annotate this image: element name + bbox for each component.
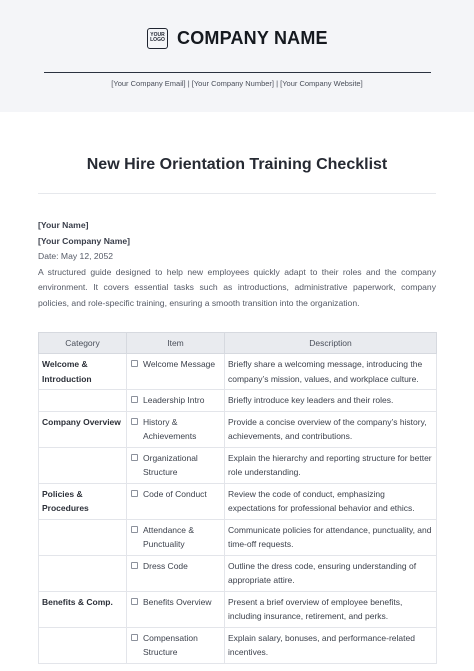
row-item-label: History & Achievements <box>143 416 197 441</box>
document-title: New Hire Orientation Training Checklist <box>86 156 388 173</box>
table-row <box>39 483 437 519</box>
document-description: A structured guide designed to help new employees quickly adapt to their roles and the company environment. It covers essential tasks such as introductions, administrative paperwork, company policies, and role-specific training, ensuring a smooth transition into the organization. <box>38 266 436 308</box>
column-header-description: Description <box>225 333 437 354</box>
row-item-label: Compensation Structure <box>143 632 198 657</box>
checkbox-icon[interactable] <box>131 490 138 497</box>
checkbox-icon[interactable] <box>131 396 138 403</box>
row-description: Outline the dress code, ensuring understanding of appropriate attire. <box>225 555 437 591</box>
title-divider <box>38 193 436 194</box>
row-category: Benefits & Comp. <box>39 591 127 627</box>
row-item <box>127 591 225 627</box>
row-item-label: Attendance & Punctuality <box>143 524 195 549</box>
row-item <box>127 447 225 483</box>
logo-row <box>147 26 328 50</box>
header-divider <box>44 72 431 73</box>
row-item <box>127 627 225 663</box>
column-header-item: Item <box>127 333 225 354</box>
checkbox-icon[interactable] <box>131 418 138 425</box>
row-item <box>127 519 225 555</box>
company-logo <box>147 28 168 49</box>
checkbox-icon[interactable] <box>131 634 138 641</box>
row-category <box>39 627 127 663</box>
row-category: Policies & Procedures <box>39 483 127 519</box>
checkbox-icon[interactable] <box>131 360 138 367</box>
your-company-name: [Your Company Name] <box>38 235 130 246</box>
your-name: [Your Name] <box>38 220 89 230</box>
row-item <box>127 354 225 390</box>
row-description: Communicate policies for attendance, punctuality, and time-off requests. <box>225 519 437 555</box>
column-header-category: Category <box>39 333 127 354</box>
checklist-table <box>38 332 437 664</box>
row-description: Explain the hierarchy and reporting structure for better role understanding. <box>225 447 437 483</box>
table-row <box>39 390 437 412</box>
row-category <box>39 447 127 483</box>
row-item <box>127 483 225 519</box>
row-item <box>127 390 225 412</box>
row-description: Explain salary, bonuses, and performance-related incentives. <box>225 627 437 663</box>
row-description: Present a brief overview of employee benefits, including insurance, retirement, and perks. <box>225 591 437 627</box>
row-item <box>127 411 225 447</box>
row-item-label: Benefits Overview <box>143 596 212 607</box>
document-info <box>38 218 436 311</box>
table-row <box>39 519 437 555</box>
checkbox-icon[interactable] <box>131 598 138 605</box>
document-date: Date: May 12, 2052 <box>38 251 114 261</box>
table-row <box>39 411 437 447</box>
row-description: Provide a concise overview of the company’s history, achievements, and contributions. <box>225 411 437 447</box>
row-item-label: Dress Code <box>143 560 188 571</box>
row-description: Briefly share a welcoming message, introducing the company’s mission, values, and workplace culture. <box>225 354 437 390</box>
company-contact-line: [Your Company Email] | [Your Company Number] | [Your Company Website] <box>111 79 363 88</box>
row-category <box>39 519 127 555</box>
row-category: Company Overview <box>39 411 127 447</box>
company-name: COMPANY NAME <box>177 27 328 48</box>
checkbox-icon[interactable] <box>131 562 138 569</box>
row-item-label: Leadership Intro <box>143 395 205 405</box>
row-category: Welcome & Introduction <box>39 354 127 390</box>
checkbox-icon[interactable] <box>131 526 138 533</box>
document-header <box>0 0 474 112</box>
table-row <box>39 591 437 627</box>
row-category <box>39 555 127 591</box>
row-description: Review the code of conduct, emphasizing expectations for professional behavior and ethics. <box>225 483 437 519</box>
logo-text-line2: LOGO <box>150 37 165 43</box>
table-row <box>39 627 437 663</box>
table-row <box>39 555 437 591</box>
row-item <box>127 555 225 591</box>
row-item-label: Welcome Message <box>143 359 216 369</box>
row-category <box>39 390 127 412</box>
row-item-label: Organizational Structure <box>143 452 198 477</box>
checkbox-icon[interactable] <box>131 454 138 461</box>
table-header-row <box>39 333 437 354</box>
logo-text-line1: YOUR <box>150 32 165 38</box>
table-row <box>39 447 437 483</box>
table-row <box>39 354 437 390</box>
row-description: Briefly introduce key leaders and their roles. <box>225 390 437 412</box>
row-item-label: Code of Conduct <box>143 488 207 499</box>
